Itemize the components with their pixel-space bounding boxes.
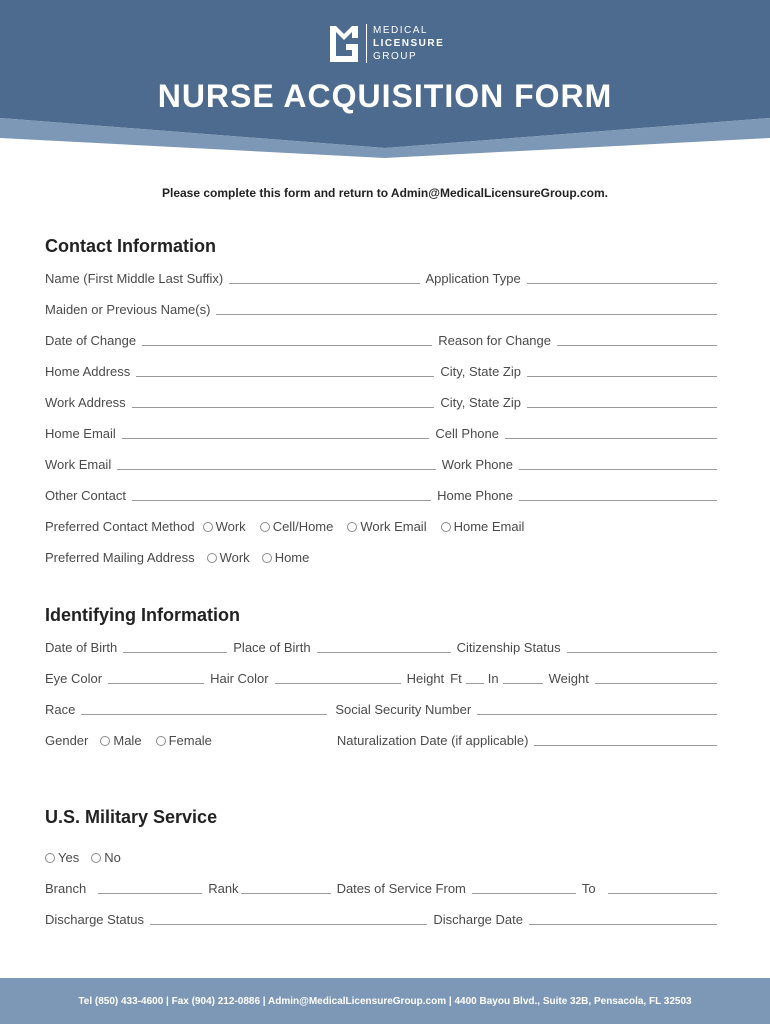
row-preferred-contact [45,516,717,536]
radio-military-no[interactable] [91,850,121,867]
work-address-field[interactable] [132,406,435,408]
ssn-label: Social Security Number [335,702,472,717]
footer-bar [0,978,770,1024]
row-work-address [45,392,717,412]
radio-circle-icon [156,736,166,746]
radio-label: Cell/Home [272,519,334,534]
feet-field[interactable] [466,682,484,684]
home-email-field[interactable] [122,437,430,439]
radio-mailing-work[interactable] [207,550,250,567]
dates-to-label: To [581,881,596,896]
dob-label: Date of Birth [45,640,118,655]
row-date-change [45,330,717,350]
radio-label: Male [113,733,142,748]
radio-contact-work-email[interactable] [347,519,426,536]
radio-circle-icon [100,736,110,746]
home-address-label: Home Address [45,364,131,379]
rank-label: Rank [208,881,239,896]
row-discharge [45,909,717,929]
radio-circle-icon [347,522,357,532]
discharge-date-label: Discharge Date [433,912,523,927]
row-other-contact [45,485,717,505]
name-label: Name (First Middle Last Suffix) [45,271,224,286]
logo-line-2: LICENSURE [373,38,445,49]
page-title: NURSE ACQUISITION FORM [157,78,613,114]
rank-field[interactable] [241,892,331,894]
preferred-contact-label: Preferred Contact Method [45,519,195,534]
radio-label: Female [168,733,212,748]
preferred-mailing-label: Preferred Mailing Address [45,550,195,565]
name-field[interactable] [229,282,419,284]
discharge-status-field[interactable] [150,923,427,925]
row-race [45,699,717,719]
reason-change-field[interactable] [557,344,717,346]
row-work-email [45,454,717,474]
row-maiden [45,299,717,319]
application-type-label: Application Type [425,271,521,286]
radio-label: Work [219,550,250,565]
section-title-contact: Contact Information [45,236,216,256]
maiden-field[interactable] [216,313,717,315]
home-city-label: City, State Zip [440,364,521,379]
inches-label: In [487,671,499,686]
reason-change-label: Reason for Change [438,333,551,348]
logo-wordmark [366,24,444,63]
discharge-status-label: Discharge Status [45,912,144,927]
section-title-military: U.S. Military Service [45,807,218,827]
radio-label: Work [215,519,246,534]
other-contact-label: Other Contact [45,488,126,503]
pob-field[interactable] [317,651,451,653]
logo [328,24,444,64]
home-email-label: Home Email [45,426,116,441]
radio-mailing-home[interactable] [262,550,310,567]
eye-color-field[interactable] [108,682,204,684]
radio-circle-icon [441,522,451,532]
work-city-label: City, State Zip [440,395,521,410]
hair-color-label: Hair Color [210,671,269,686]
work-email-field[interactable] [117,468,435,470]
hair-color-field[interactable] [275,682,401,684]
row-name [45,268,717,288]
radio-gender-male[interactable] [100,733,141,750]
gender-label: Gender [45,733,89,748]
race-field[interactable] [81,713,327,715]
row-preferred-mailing [45,547,717,567]
dob-field[interactable] [123,651,227,653]
radio-label: Yes [58,850,80,865]
ssn-field[interactable] [477,713,717,715]
naturalization-label: Naturalization Date (if applicable) [336,733,529,748]
logo-line-1: MEDICAL [373,25,428,36]
row-gender [45,730,717,750]
cell-phone-label: Cell Phone [435,426,499,441]
dates-from-label: Dates of Service From [336,881,466,896]
naturalization-field[interactable] [534,744,717,746]
radio-label: Home [274,550,310,565]
radio-gender-female[interactable] [156,733,212,750]
row-branch [45,878,717,898]
radio-circle-icon [91,853,101,863]
eye-color-label: Eye Color [45,671,103,686]
weight-label: Weight [548,671,589,686]
discharge-date-field[interactable] [529,923,717,925]
branch-field[interactable] [98,892,202,894]
instruction-text: Please complete this form and return to Admin@MedicalLicensureGroup.com. [161,186,608,200]
pob-label: Place of Birth [233,640,311,655]
home-phone-label: Home Phone [437,488,513,503]
cell-phone-field[interactable] [505,437,717,439]
application-type-field[interactable] [527,282,717,284]
home-address-field[interactable] [136,375,434,377]
race-label: Race [45,702,76,717]
radio-label: Work Email [360,519,427,534]
row-birth [45,637,717,657]
row-physical [45,668,717,688]
work-phone-label: Work Phone [441,457,513,472]
height-label: Height [406,671,445,686]
footer-contact-text: Tel (850) 433-4600 | Fax (904) 212-0886 | Admin@MedicalLicensureGroup.com | 4400 Bayou Blvd., Suite 32B, Pensacola, FL 32503 [78,995,692,1007]
row-home-email [45,423,717,443]
radio-contact-work[interactable] [203,519,246,536]
other-contact-field[interactable] [132,499,431,501]
home-city-field[interactable] [527,375,717,377]
logo-line-3: GROUP [373,51,418,62]
branch-label: Branch [45,881,87,896]
radio-circle-icon [203,522,213,532]
date-change-field[interactable] [142,344,432,346]
inches-field[interactable] [503,682,543,684]
radio-circle-icon [207,553,217,563]
home-phone-field[interactable] [519,499,717,501]
dates-to-field[interactable] [608,892,717,894]
maiden-label: Maiden or Previous Name(s) [45,302,211,317]
section-title-identifying: Identifying Information [45,605,240,625]
row-military-yes-no [45,847,717,867]
logo-mark-icon [328,24,360,64]
work-city-field[interactable] [527,406,717,408]
radio-contact-cell-home[interactable] [260,519,334,536]
row-home-address [45,361,717,381]
radio-circle-icon [45,853,55,863]
work-phone-field[interactable] [519,468,717,470]
work-address-label: Work Address [45,395,126,410]
feet-label: Ft [450,671,462,686]
radio-circle-icon [262,553,272,563]
citizenship-field[interactable] [567,651,717,653]
dates-from-field[interactable] [472,892,576,894]
radio-label: Home Email [453,519,525,534]
radio-military-yes[interactable] [45,850,79,867]
work-email-label: Work Email [45,457,112,472]
radio-label: No [104,850,121,865]
date-change-label: Date of Change [45,333,137,348]
citizenship-label: Citizenship Status [456,640,561,655]
radio-contact-home-email[interactable] [441,519,525,536]
radio-circle-icon [260,522,270,532]
weight-field[interactable] [595,682,717,684]
